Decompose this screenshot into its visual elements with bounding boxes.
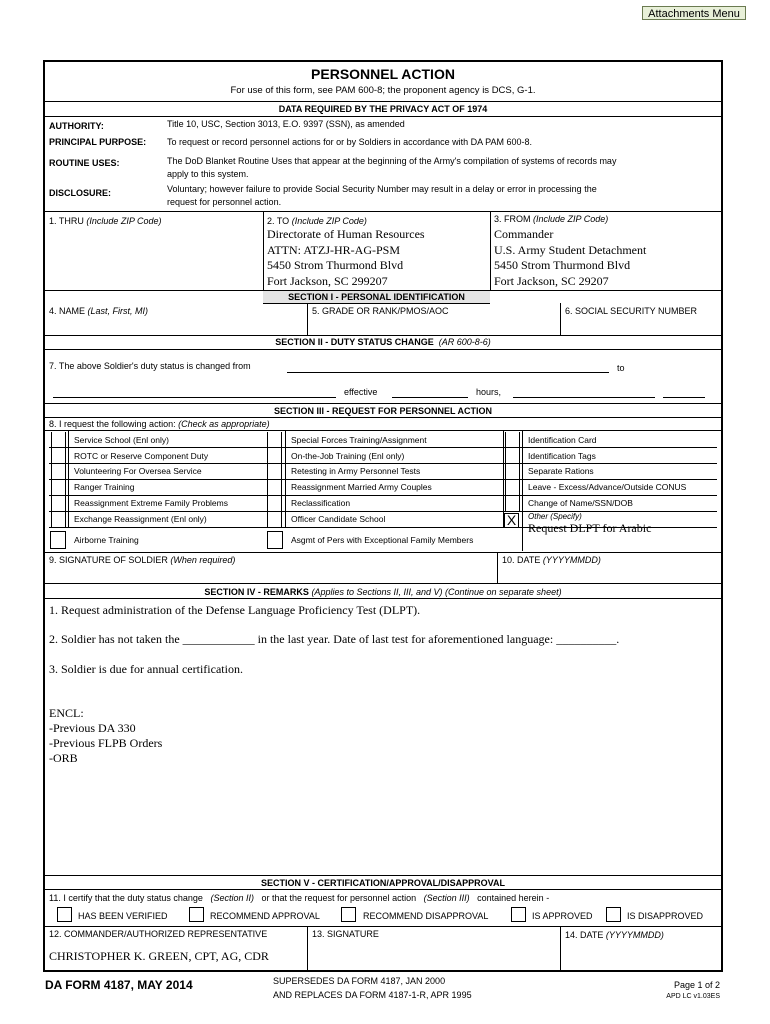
option-recommend-disapproval: RECOMMEND DISAPPROVAL <box>363 911 489 921</box>
soldier-signature-label: 9. SIGNATURE OF SOLDIER (When required) <box>49 555 236 565</box>
item-11-label: 11. I certify that the duty status change (Section II) or that the request for personnel action (Section III) contained herein - <box>49 893 550 903</box>
option-airborne-training: Airborne Training <box>74 535 139 545</box>
version: APD LC v1.03ES <box>666 993 720 1000</box>
to-word: to <box>617 363 625 373</box>
option-identification-tags: Identification Tags <box>528 451 596 461</box>
checkbox-reassignment-extreme[interactable] <box>51 496 66 511</box>
option-special-forces: Special Forces Training/Assignment <box>291 435 427 445</box>
grade-field[interactable] <box>310 318 558 334</box>
routine-label: ROUTINE USES: <box>49 158 120 168</box>
other-specify-field[interactable]: Request DLPT for Arabic <box>528 521 652 535</box>
attachments-menu-button[interactable]: Attachments Menu <box>642 6 746 20</box>
option-is-approved: IS APPROVED <box>532 911 593 921</box>
option-other-label: Other (Specify) <box>528 512 582 521</box>
remark-2: 2. Soldier has not taken the ____________ in the last year. Date of last test for aforementioned language: __________. <box>49 632 620 646</box>
option-retesting: Retesting in Army Personnel Tests <box>291 466 421 476</box>
option-has-been-verified: HAS BEEN VERIFIED <box>78 911 168 921</box>
name-label: 4. NAME (Last, First, MI) <box>49 306 149 316</box>
hours-word: hours, <box>476 387 502 397</box>
checkbox-recommend-approval[interactable] <box>189 907 204 922</box>
checkbox-exchange-reassignment[interactable] <box>51 512 66 527</box>
option-exceptional-family: Asgmt of Pers with Exceptional Family Members <box>291 535 474 545</box>
option-married-couples: Reassignment Married Army Couples <box>291 482 432 492</box>
name-field[interactable] <box>46 318 304 334</box>
rep-label: 12. COMMANDER/AUTHORIZED REPRESENTATIVE <box>49 929 268 939</box>
option-identification-card: Identification Card <box>528 435 597 445</box>
enclosures: ENCL: -Previous DA 330 -Previous FLPB Orders -ORB <box>49 706 163 765</box>
section-5-title: SECTION V - CERTIFICATION/APPROVAL/DISAPPROVAL <box>260 878 505 888</box>
to-address-field[interactable]: Directorate of Human Resources ATTN: ATZJ-HR-AG-PSM 5450 Strom Thurmond Blvd Fort Jackson, SC 299207 <box>267 227 425 288</box>
disclosure-label: DISCLOSURE: <box>49 188 112 198</box>
disclosure-text-2: request for personnel action. <box>167 197 282 207</box>
form-subtitle: For use of this form, see PAM 600-8; the proponent agency is DCS, G-1. <box>230 85 536 96</box>
checkbox-recommend-disapproval[interactable] <box>341 907 356 922</box>
option-is-disapproved: IS DISAPPROVED <box>627 911 704 921</box>
grade-label: 5. GRADE OR RANK/PMOS/AOC <box>312 306 449 316</box>
checkbox-identification-card[interactable] <box>505 432 520 447</box>
authority-text: Title 10, USC, Section 3013, E.O. 9397 (SSN), as amended <box>167 119 405 129</box>
duty-to-field[interactable] <box>53 397 336 398</box>
checkbox-ranger-training[interactable] <box>51 480 66 495</box>
checkbox-change-name[interactable] <box>505 496 520 511</box>
commander-date-field[interactable] <box>563 944 720 968</box>
section-1-title: SECTION I - PERSONAL IDENTIFICATION <box>263 291 490 303</box>
checkbox-identification-tags[interactable] <box>505 448 520 463</box>
option-separate-rations: Separate Rations <box>528 466 594 476</box>
item-8-label: 8. I request the following action: (Check as appropriate) <box>49 419 270 429</box>
from-label: 3. FROM (Include ZIP Code) <box>494 214 609 224</box>
checkbox-leave[interactable] <box>505 480 520 495</box>
form-title: PERSONNEL ACTION <box>311 66 455 82</box>
duty-status-line: 7. The above Soldier's duty status is changed from <box>49 361 251 371</box>
option-volunteering-oversea: Volunteering For Oversea Service <box>74 466 202 476</box>
option-leave: Leave - Excess/Advance/Outside CONUS <box>528 482 687 492</box>
option-on-the-job: On-the-Job Training (Enl only) <box>291 451 405 461</box>
checkbox-other[interactable]: X <box>504 513 519 528</box>
remark-3: 3. Soldier is due for annual certification. <box>49 662 243 676</box>
section-2-title: SECTION II - DUTY STATUS CHANGE (AR 600-8-6) <box>275 337 491 347</box>
checkbox-service-school[interactable] <box>51 432 66 447</box>
checkbox-special-forces[interactable] <box>267 432 282 447</box>
privacy-header: DATA REQUIRED BY THE PRIVACY ACT OF 1974 <box>278 104 488 114</box>
remark-1: 1. Request administration of the Defense Language Proficiency Test (DLPT). <box>49 603 421 617</box>
ssn-label: 6. SOCIAL SECURITY NUMBER <box>565 306 698 316</box>
checkbox-separate-rations[interactable] <box>505 464 520 479</box>
checkbox-married-couples[interactable] <box>267 480 282 495</box>
option-recommend-approval: RECOMMEND APPROVAL <box>210 911 320 921</box>
option-reassignment-extreme: Reassignment Extreme Family Problems <box>74 498 228 508</box>
checkbox-retesting[interactable] <box>267 464 282 479</box>
checkbox-officer-candidate[interactable] <box>267 512 282 527</box>
checkbox-is-disapproved[interactable] <box>606 907 621 922</box>
checkbox-on-the-job[interactable] <box>267 448 282 463</box>
option-exchange-reassignment: Exchange Reassignment (Enl only) <box>74 514 207 524</box>
option-reclassification: Reclassification <box>291 498 351 508</box>
soldier-date-label: 10. DATE (YYYYMMDD) <box>502 555 601 565</box>
section-3-title: SECTION III - REQUEST FOR PERSONNEL ACTION <box>273 406 493 416</box>
soldier-signature-field[interactable] <box>46 567 494 582</box>
option-ranger-training: Ranger Training <box>74 482 135 492</box>
disclosure-text-1: Voluntary; however failure to provide Social Security Number may result in a delay or error in processing the <box>167 184 597 194</box>
checkbox-exceptional-family[interactable] <box>267 531 283 549</box>
soldier-date-field[interactable] <box>500 567 720 582</box>
purpose-text: To request or record personnel actions for or by Soldiers in accordance with DA PAM 600-8. <box>167 137 533 147</box>
routine-text-1: The DoD Blanket Routine Uses that appear at the beginning of the Army's compilation of systems of records may <box>167 156 617 166</box>
purpose-label: PRINCIPAL PURPOSE: <box>49 137 147 147</box>
commander-signature-label: 13. SIGNATURE <box>312 929 379 939</box>
routine-text-2: apply to this system. <box>167 169 249 179</box>
effective-word: effective <box>344 387 378 397</box>
to-label: 2. TO (Include ZIP Code) <box>267 216 367 226</box>
thru-label: 1. THRU (Include ZIP Code) <box>49 216 162 226</box>
checkbox-has-been-verified[interactable] <box>57 907 72 922</box>
checkbox-rotc[interactable] <box>51 448 66 463</box>
duty-from-field[interactable] <box>287 372 609 373</box>
option-rotc: ROTC or Reserve Component Duty <box>74 451 209 461</box>
supersedes-line-2: AND REPLACES DA FORM 4187-1-R, APR 1995 <box>273 990 472 1000</box>
checkbox-volunteering-oversea[interactable] <box>51 464 66 479</box>
rep-field[interactable]: CHRISTOPHER K. GREEN, CPT, AG, CDR <box>49 949 269 963</box>
thru-field[interactable] <box>46 228 260 288</box>
authority-label: AUTHORITY: <box>49 121 104 131</box>
effective-field[interactable] <box>392 397 468 398</box>
form-id: DA FORM 4187, MAY 2014 <box>45 978 193 992</box>
section-4-title: SECTION IV - REMARKS (Applies to Sections II, III, and V) (Continue on separate sheet) <box>204 587 562 597</box>
option-service-school: Service School (Enl only) <box>74 435 169 445</box>
hours-field[interactable] <box>513 397 655 398</box>
page-number: Page 1 of 2 <box>673 980 720 990</box>
checkbox-airborne-training[interactable] <box>50 531 66 549</box>
checkbox-is-approved[interactable] <box>511 907 526 922</box>
commander-signature-field[interactable] <box>310 942 558 968</box>
supersedes-line-1: SUPERSEDES DA FORM 4187, JAN 2000 <box>273 976 446 986</box>
remarks-field[interactable] <box>49 601 719 873</box>
option-change-name: Change of Name/SSN/DOB <box>528 498 633 508</box>
ssn-field[interactable] <box>563 318 720 334</box>
from-address-field[interactable]: Commander U.S. Army Student Detachment 5450 Strom Thurmond Blvd Fort Jackson, SC 29207 <box>494 227 647 288</box>
checkbox-reclassification[interactable] <box>267 496 282 511</box>
commander-date-label: 14. DATE (YYYYMMDD) <box>565 930 664 940</box>
option-officer-candidate: Officer Candidate School <box>291 514 386 524</box>
